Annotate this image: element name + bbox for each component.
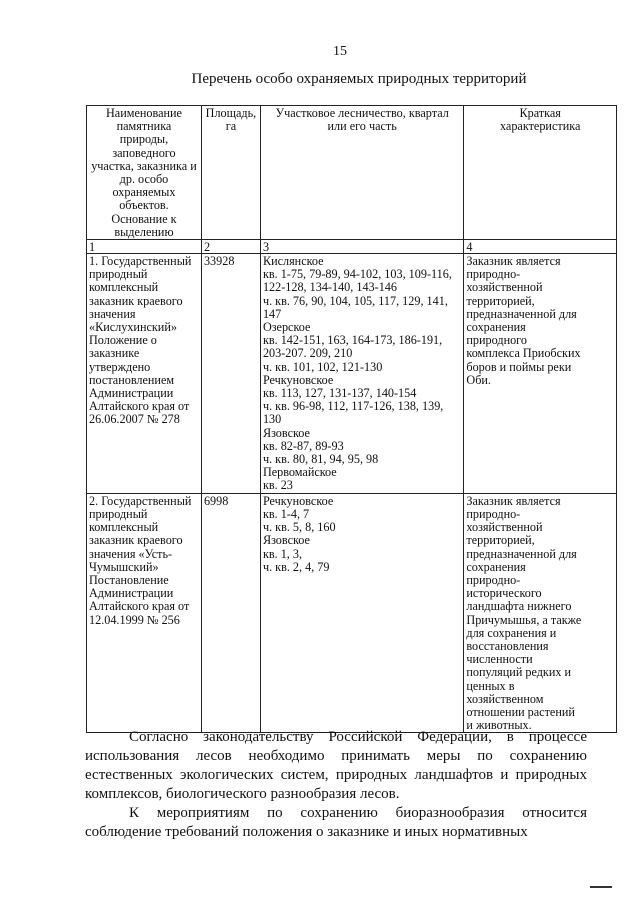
column-number-row [87, 240, 617, 254]
header-cell [464, 106, 617, 240]
cell-line: хозяйственной [466, 520, 543, 535]
description-cell [464, 493, 617, 733]
cell-line: комплексный [89, 520, 159, 535]
reserve-name-cell [87, 254, 202, 494]
cell-line: Озерское [262, 320, 311, 335]
cell-line: заказник краевого [89, 533, 183, 548]
cell-line: ч. кв. 76, 90, 104, 105, 117, 129, 141, [262, 293, 448, 308]
cell-line: или его часть [327, 119, 397, 134]
cell-line: Речкуновское [262, 493, 334, 508]
body-paragraph: К мероприятиям по сохранению биоразнообразия относится соблюдение требований положения о заказнике и иных нормативных [85, 805, 587, 840]
cell-line: кв. 82-87, 89-93 [262, 438, 344, 453]
cell-line: природный [89, 506, 148, 521]
body-paragraph: Согласно законодательству Российской Федерации, в процессе использования лесов необходимо принимать меры по сохранению естественных экологических систем, природных ландшафтов и природных комплексов, биологического разнообразия лесов. [85, 729, 587, 802]
cell-line: для сохранения и [466, 625, 557, 640]
cell-line: природный [89, 267, 148, 282]
cell-line: хозяйственной [466, 280, 543, 295]
cell-line: 12.04.1999 № 256 [89, 612, 180, 627]
header-cell [201, 106, 260, 240]
cell-line: Заказник является [466, 493, 561, 508]
cell-line: ч. кв. 101, 102, 121-130 [262, 359, 383, 374]
page-title: Перечень особо охраняемых природных территорий [191, 71, 527, 87]
cell-line: кв. 113, 127, 131-137, 140-154 [262, 386, 417, 401]
cell-line: Постановление [89, 572, 169, 587]
description-cell [464, 254, 617, 494]
cell-line: комплекса Приобских [466, 346, 581, 361]
cell-line: ценных в [466, 678, 515, 693]
cell-line: утверждено [89, 359, 151, 374]
cell-line: Язовское [262, 425, 310, 440]
forestry-cell [260, 493, 463, 733]
cell-line: выделению [114, 224, 174, 239]
cell-line: природно- [466, 572, 521, 587]
cell-line: ч. кв. 80, 81, 94, 95, 98 [262, 452, 379, 467]
cell-line: Площадь, [205, 106, 257, 120]
cell-line: предназначенной для [466, 306, 577, 321]
table-row [87, 254, 617, 494]
cell-line: 26.06.2007 № 278 [89, 412, 180, 427]
cell-line: кв. 1-4, 7 [262, 506, 310, 521]
cell-line: ландшафта нижнего [466, 599, 572, 614]
cell-line: Администрации [89, 386, 174, 401]
cell-line: 122-128, 134-140, 143-146 [262, 280, 397, 295]
cell-line: популяций редких и [466, 665, 572, 680]
cell-line: Заказник является [466, 254, 561, 269]
cell-line: территорией, [466, 293, 535, 308]
cell-line: Кислянское [262, 254, 324, 269]
cell-line: природно- [466, 506, 521, 521]
cell-line: кв. 142-151, 163, 164-173, 186-191, [262, 333, 443, 348]
cell-line: Наименование [106, 106, 182, 120]
cell-line: др. особо [119, 172, 169, 187]
cell-line: 2. Государственный [89, 493, 192, 508]
cell-line: «Кислухинский» [89, 320, 177, 335]
cell-line: природно- [466, 267, 521, 282]
cell-line: сохранения [466, 559, 526, 574]
forestry-cell [260, 254, 463, 494]
table-row [87, 493, 617, 733]
cell-line: численности [466, 652, 533, 667]
cell-line: 147 [262, 306, 282, 321]
page-number: 15 [333, 44, 347, 59]
cell-line: Алтайского края от [89, 399, 190, 414]
cell-line: Оби. [466, 372, 491, 387]
table-header-row [87, 106, 617, 240]
cell-line: заказнике [89, 346, 140, 361]
protected-areas-table [86, 105, 617, 733]
area-cell: 6998 [201, 493, 260, 733]
cell-line: Причумышья, а также [466, 612, 582, 627]
cell-line: Администрации [89, 586, 174, 601]
cell-line: характеристика [500, 119, 581, 134]
cell-line: исторического [466, 586, 542, 601]
cell-line: памятника [116, 119, 172, 134]
cell-line: постановлением [89, 372, 175, 387]
cell-line: кв. 1-75, 79-89, 94-102, 103, 109-116, [262, 267, 452, 282]
cell-line: Речкуновское [262, 372, 334, 387]
cell-line: территорией, [466, 533, 535, 548]
cell-line: ч. кв. 96-98, 112, 117-126, 138, 139, [262, 399, 444, 414]
cell-line: га [225, 119, 237, 134]
cell-line: хозяйственном [466, 691, 544, 706]
column-number: 4 [464, 240, 617, 254]
cell-line: природы, [119, 132, 169, 147]
column-number: 3 [260, 240, 463, 254]
cell-line: боров и поймы реки [466, 359, 572, 374]
cell-line: и животных. [466, 718, 532, 733]
cell-line: ч. кв. 5, 8, 160 [262, 520, 336, 535]
page-edge-mark [590, 886, 612, 888]
column-number: 2 [201, 240, 260, 254]
cell-line: 203-207. 209, 210 [262, 346, 353, 361]
cell-line: предназначенной для [466, 546, 577, 561]
area-cell: 33928 [201, 254, 260, 494]
cell-line: комплексный [89, 280, 159, 295]
cell-line: кв. 23 [262, 478, 293, 493]
cell-line: значения [89, 306, 136, 321]
reserve-name-cell [87, 493, 202, 733]
cell-line: восстановления [466, 638, 549, 653]
header-cell [260, 106, 463, 240]
cell-line: кв. 1, 3, [262, 546, 303, 561]
cell-line: природного [466, 333, 527, 348]
cell-line: 1. Государственный [89, 254, 192, 269]
cell-line: Первомайское [262, 465, 337, 480]
cell-line: отношении растений [466, 704, 575, 719]
cell-line: Участковое лесничество, квартал [275, 106, 449, 120]
header-cell [87, 106, 202, 240]
cell-line: заказник краевого [89, 293, 183, 308]
cell-line: значения «Усть- [89, 546, 173, 561]
cell-line: Основание к [111, 211, 177, 226]
cell-line: охраняемых [112, 185, 176, 200]
cell-line: Язовское [262, 533, 310, 548]
cell-line: Алтайского края от [89, 599, 190, 614]
cell-line: ч. кв. 2, 4, 79 [262, 559, 330, 574]
cell-line: Краткая [519, 106, 561, 120]
cell-line: Чумышский» [89, 559, 159, 574]
cell-line: Положение о [89, 333, 157, 348]
cell-line: заповедного [112, 145, 176, 160]
cell-line: объектов. [119, 198, 169, 213]
column-number: 1 [87, 240, 202, 254]
cell-line: сохранения [466, 320, 526, 335]
cell-line: 130 [262, 412, 282, 427]
cell-line: участка, заказника и [91, 158, 197, 173]
